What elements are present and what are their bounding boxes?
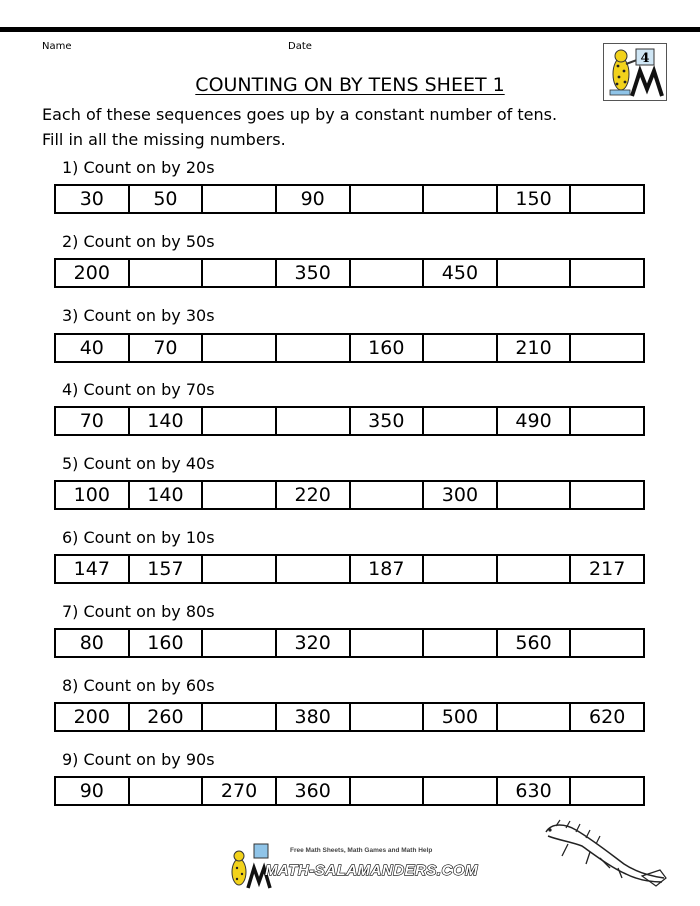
sequence-number: 70 <box>130 335 204 361</box>
sequence-number: 210 <box>498 335 572 361</box>
sequence-number: 620 <box>589 706 626 728</box>
answer-blank[interactable] <box>424 778 498 804</box>
sequence-number: 270 <box>203 778 277 804</box>
sequence-row <box>54 258 645 288</box>
answer-blank[interactable] <box>351 186 425 212</box>
sequence-number: 80 <box>56 630 130 656</box>
answer-blank[interactable] <box>203 186 277 212</box>
answer-blank[interactable] <box>571 408 643 434</box>
footer-brand: MATH-SALAMANDERS.COM <box>265 862 479 879</box>
answer-blank[interactable] <box>277 335 351 361</box>
sequence-number: 320 <box>277 630 351 656</box>
answer-blank[interactable] <box>571 186 643 212</box>
answer-blank[interactable] <box>424 408 498 434</box>
question-label: 2) Count on by 50s <box>62 232 215 251</box>
sequence-number: 360 <box>277 778 351 804</box>
sequence-number: 187 <box>351 556 425 582</box>
sequence-number: 490 <box>498 408 572 434</box>
answer-blank[interactable] <box>424 335 498 361</box>
instruction-line-1: Each of these sequences goes up by a constant number of tens. <box>42 105 558 124</box>
answer-blank[interactable] <box>571 482 643 508</box>
question-label: 7) Count on by 80s <box>62 602 215 621</box>
answer-blank[interactable] <box>351 260 425 286</box>
answer-blank[interactable] <box>203 335 277 361</box>
question-label: 6) Count on by 10s <box>62 528 215 547</box>
sequence-number: 140 <box>130 408 204 434</box>
answer-blank[interactable] <box>203 260 277 286</box>
salamander-illustration <box>538 812 668 892</box>
sequence-number: 200 <box>56 260 130 286</box>
sequence-number: 560 <box>498 630 572 656</box>
answer-blank[interactable] <box>277 408 351 434</box>
answer-blank[interactable] <box>351 778 425 804</box>
name-label: Name <box>42 41 72 52</box>
answer-blank[interactable] <box>203 704 277 730</box>
instruction-line-2: Fill in all the missing numbers. <box>42 130 286 149</box>
answer-blank[interactable] <box>424 186 498 212</box>
answer-blank[interactable] <box>498 704 572 730</box>
sequence-number: 160 <box>351 335 425 361</box>
sequence-number: 100 <box>56 482 130 508</box>
answer-blank[interactable] <box>203 630 277 656</box>
sequence-row <box>54 333 645 363</box>
answer-blank[interactable] <box>351 630 425 656</box>
sequence-number: 30 <box>56 186 130 212</box>
sequence-number: 90 <box>277 186 351 212</box>
grade-badge-text: 4 <box>640 51 650 66</box>
answer-blank[interactable] <box>351 704 425 730</box>
sequence-number: 220 <box>277 482 351 508</box>
answer-blank[interactable] <box>571 335 643 361</box>
sequence-number: 380 <box>277 704 351 730</box>
sequence-number: 157 <box>130 556 204 582</box>
answer-blank[interactable] <box>571 630 643 656</box>
answer-blank[interactable] <box>424 556 498 582</box>
answer-blank[interactable] <box>498 556 572 582</box>
answer-blank[interactable] <box>130 778 204 804</box>
question-label: 9) Count on by 90s <box>62 750 215 769</box>
page-title: COUNTING ON BY TENS SHEET 1 <box>195 74 505 96</box>
sequence-number: 300 <box>424 482 498 508</box>
sequence-row <box>54 776 645 806</box>
question-label: 4) Count on by 70s <box>62 380 215 399</box>
answer-blank[interactable] <box>203 482 277 508</box>
sequence-row <box>54 406 645 436</box>
sequence-number: 160 <box>130 630 204 656</box>
sequence-number: 260 <box>130 704 204 730</box>
sequence-number: 630 <box>498 778 572 804</box>
sequence-row <box>54 480 645 510</box>
answer-blank[interactable] <box>203 556 277 582</box>
answer-blank[interactable] <box>498 260 572 286</box>
question-label: 3) Count on by 30s <box>62 306 215 325</box>
sequence-number: 147 <box>56 556 130 582</box>
sequence-number: 40 <box>56 335 130 361</box>
sequence-row <box>54 554 645 584</box>
sequence-row <box>54 628 645 658</box>
date-label: Date <box>288 41 312 52</box>
answer-blank[interactable] <box>571 778 643 804</box>
sequence-number: 450 <box>424 260 498 286</box>
answer-blank[interactable] <box>277 556 351 582</box>
footer-tagline: Free Math Sheets, Math Games and Math Help <box>290 847 433 854</box>
sequence-number: 70 <box>56 408 130 434</box>
sequence-number: 500 <box>424 704 498 730</box>
answer-blank[interactable] <box>424 630 498 656</box>
answer-blank[interactable] <box>203 408 277 434</box>
sequence-number: 200 <box>56 704 130 730</box>
sequence-number: 90 <box>56 778 130 804</box>
sequence-row <box>54 702 645 732</box>
sequence-number: 350 <box>277 260 351 286</box>
sequence-number: 217 <box>589 558 626 580</box>
sequence-number: 140 <box>130 482 204 508</box>
top-rule <box>0 27 700 32</box>
question-label: 8) Count on by 60s <box>62 676 215 695</box>
sequence-number: 50 <box>130 186 204 212</box>
answer-blank[interactable] <box>498 482 572 508</box>
sequence-number: 350 <box>351 408 425 434</box>
sequence-row <box>54 184 645 214</box>
answer-blank[interactable] <box>351 482 425 508</box>
answer-blank[interactable] <box>130 260 204 286</box>
answer-blank[interactable] <box>571 260 643 286</box>
question-label: 5) Count on by 40s <box>62 454 215 473</box>
sequence-number: 150 <box>498 186 572 212</box>
question-label: 1) Count on by 20s <box>62 158 215 177</box>
